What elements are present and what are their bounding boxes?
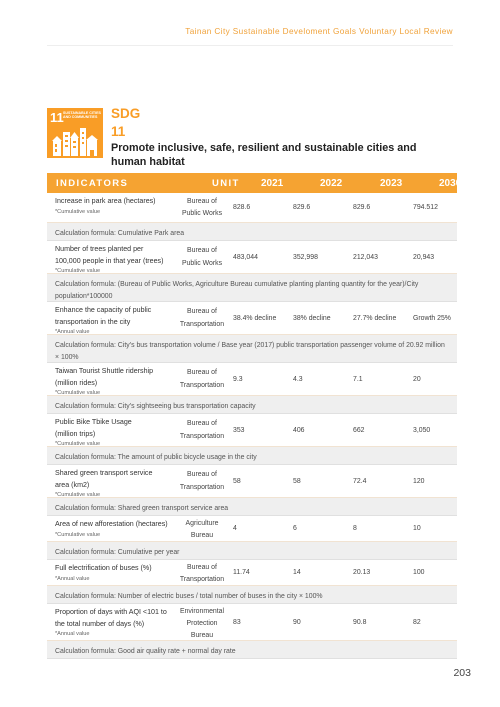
value-type-note: *Cumulative value [55,531,101,538]
value-2022: 4.3 [293,375,303,383]
indicator-row [47,193,457,223]
value-2021: 9.3 [233,375,243,383]
unit-text: Bureau of [187,247,217,255]
indicator-text: Full electrification of buses (%) [55,564,152,572]
indicator-row [47,604,457,641]
value-2023: 212,043 [353,253,378,261]
unit-text: Transportation [179,576,225,584]
header-divider [47,45,453,46]
unit-text: Transportation [179,320,225,328]
value-2022: 352,998 [293,253,318,261]
calculation-formula: Calculation formula: Good air quality rate + normal day rate [47,641,457,659]
value-2030: 82 [413,618,421,626]
value-2023: 90.8 [353,618,367,626]
value-2030: Growth 25% [413,314,451,322]
value-2030: 120 [413,477,425,485]
value-2023: 20.13 [353,569,371,576]
indicator-row [47,302,457,335]
unit-cell [171,518,233,542]
indicators-table [47,173,462,659]
calculation-formula: Calculation formula: Shared green transport service area [47,498,457,516]
calculation-formula: Calculation formula: Cumulative per year [47,542,457,560]
calculation-formula: Calculation formula: (Bureau of Public Works, Agriculture Bureau cumulative planting planting quantity for the year)/City population*100000 [47,274,457,302]
value-2030: 20,943 [413,253,435,261]
calculation-formula: Calculation formula: Cumulative Park area [47,223,457,241]
indicator-text: Enhance the capacity of public [55,306,152,314]
sdg-number: 11 [111,124,126,139]
value-2023: 8 [353,525,357,532]
value-type-note: *Cumulative value [55,441,101,447]
value-2021: 58 [233,477,241,485]
unit-text: Bureau of [187,197,217,205]
unit-text: Public Works [181,259,223,267]
header-indicators: INDICATORS [56,178,129,189]
value-2023: 27.7% decline [353,314,397,322]
sdg11-logo [47,108,103,158]
value-2030: 794.512 [413,204,438,211]
table-body [47,193,457,659]
page-number: 203 [453,667,471,679]
value-2022: 58 [293,477,301,485]
unit-text: Bureau of [187,369,217,377]
calculation-formula: Calculation formula: Number of electric buses / total number of buses in the city × 100% [47,586,457,604]
indicator-text: the total number of days (%) [55,619,145,628]
value-2021: 11.74 [233,569,250,576]
header-2030: 2030 [439,178,462,189]
value-2021: 83 [233,618,241,626]
unit-text: Agriculture [185,520,219,527]
value-type-note: *Cumulative value [55,268,101,274]
calculation-formula: Calculation formula: The amount of public bicycle usage in the city [47,447,457,465]
value-2021: 38.4% decline [233,314,277,322]
value-2023: 72.4 [353,477,367,485]
header-2023: 2023 [380,178,403,189]
value-type-note: *Cumulative value [55,390,101,396]
value-2023: 7.1 [353,375,363,383]
indicator-text: (million rides) [55,378,98,387]
value-2021: 4 [233,525,237,532]
calculation-formula: Calculation formula: City’s sightseeing bus transportation capacity [47,396,457,414]
indicator-text: Increase in park area (hectares) [55,197,156,205]
indicator-row [47,560,457,586]
indicator-text: 100,000 people in that year (trees) [55,256,164,265]
unit-cell [171,367,233,391]
goal-title: Promote inclusive, safe, resilient and sustainable cities and human habitat [111,142,417,168]
value-2030: 3,050 [413,426,431,434]
value-type-note: *Annual value [55,575,90,582]
unit-text: Transportation [179,381,225,389]
value-2022: 14 [293,569,301,576]
indicator-row [47,516,457,542]
unit-text: Bureau of [187,308,217,316]
unit-text: Environmental [179,608,225,615]
unit-text: Public Works [181,210,223,217]
table-header [47,173,462,193]
unit-cell [171,469,233,493]
value-2022: 6 [293,525,297,532]
unit-text: Transportation [179,483,225,491]
unit-cell [171,306,233,330]
value-2022: 829.6 [293,204,311,211]
unit-text: Bureau of [187,420,217,428]
calculation-formula: Calculation formula: City’s bus transportation volume / Base year (2017) public transportation passenger volume of 20.92 million × 100% [47,335,457,363]
sdg-logo-number: 11 [50,110,64,125]
header-2022: 2022 [320,178,343,189]
unit-text: Bureau of [187,564,217,571]
city-buildings-icon [51,126,99,156]
indicator-text: area (km2) [55,480,90,489]
indicator-text: Taiwan Tourist Shuttle ridership [55,367,154,375]
value-2030: 10 [413,525,421,532]
indicator-row [47,414,457,447]
indicator-row [47,241,457,274]
header-2021: 2021 [261,178,284,189]
unit-text: Transportation [179,432,225,440]
indicator-text: Shared green transport service [55,469,153,477]
indicator-row [47,465,457,498]
value-2022: 90 [293,618,301,626]
value-2022: 406 [293,426,305,434]
indicator-row [47,363,457,396]
value-type-note: *Cumulative value [55,492,101,498]
indicator-text: (million trips) [55,429,96,438]
indicator-text: Area of new afforestation (hectares) [55,520,168,528]
unit-text: Bureau of [187,471,217,479]
unit-cell [171,418,233,442]
unit-cell [171,196,233,220]
unit-text: Bureau [190,532,214,540]
sdg-label: SDG [111,106,141,121]
unit-text: Protection [186,620,218,628]
unit-cell [171,245,233,269]
unit-text: Bureau [190,632,214,640]
unit-cell [171,562,233,586]
value-2023: 829.6 [353,204,371,211]
value-2021: 353 [233,426,245,434]
indicator-text: Proportion of days with AQI <101 to [55,608,167,616]
value-type-note: *Cumulative value [55,208,101,215]
value-2021: 828.6 [233,204,251,211]
indicator-text: Number of trees planted per [55,245,144,253]
value-2022: 38% decline [293,314,331,322]
indicator-text: Public Bike Tbike Usage [55,418,132,426]
value-2030: 100 [413,569,425,576]
indicator-text: transportation in the city [55,317,131,326]
running-header: Tainan City Sustainable Develoment Goals Voluntary Local Review [185,27,453,36]
value-2021: 483,044 [233,253,258,261]
sdg-logo-caption: SUSTAINABLE CITIES AND COMMUNITIES [63,111,101,120]
value-type-note: *Annual value [55,631,90,637]
value-type-note: *Annual value [55,329,90,335]
value-2030: 20 [413,375,421,383]
unit-cell [171,606,233,643]
value-2023: 662 [353,426,365,434]
header-unit: UNIT [212,178,240,189]
